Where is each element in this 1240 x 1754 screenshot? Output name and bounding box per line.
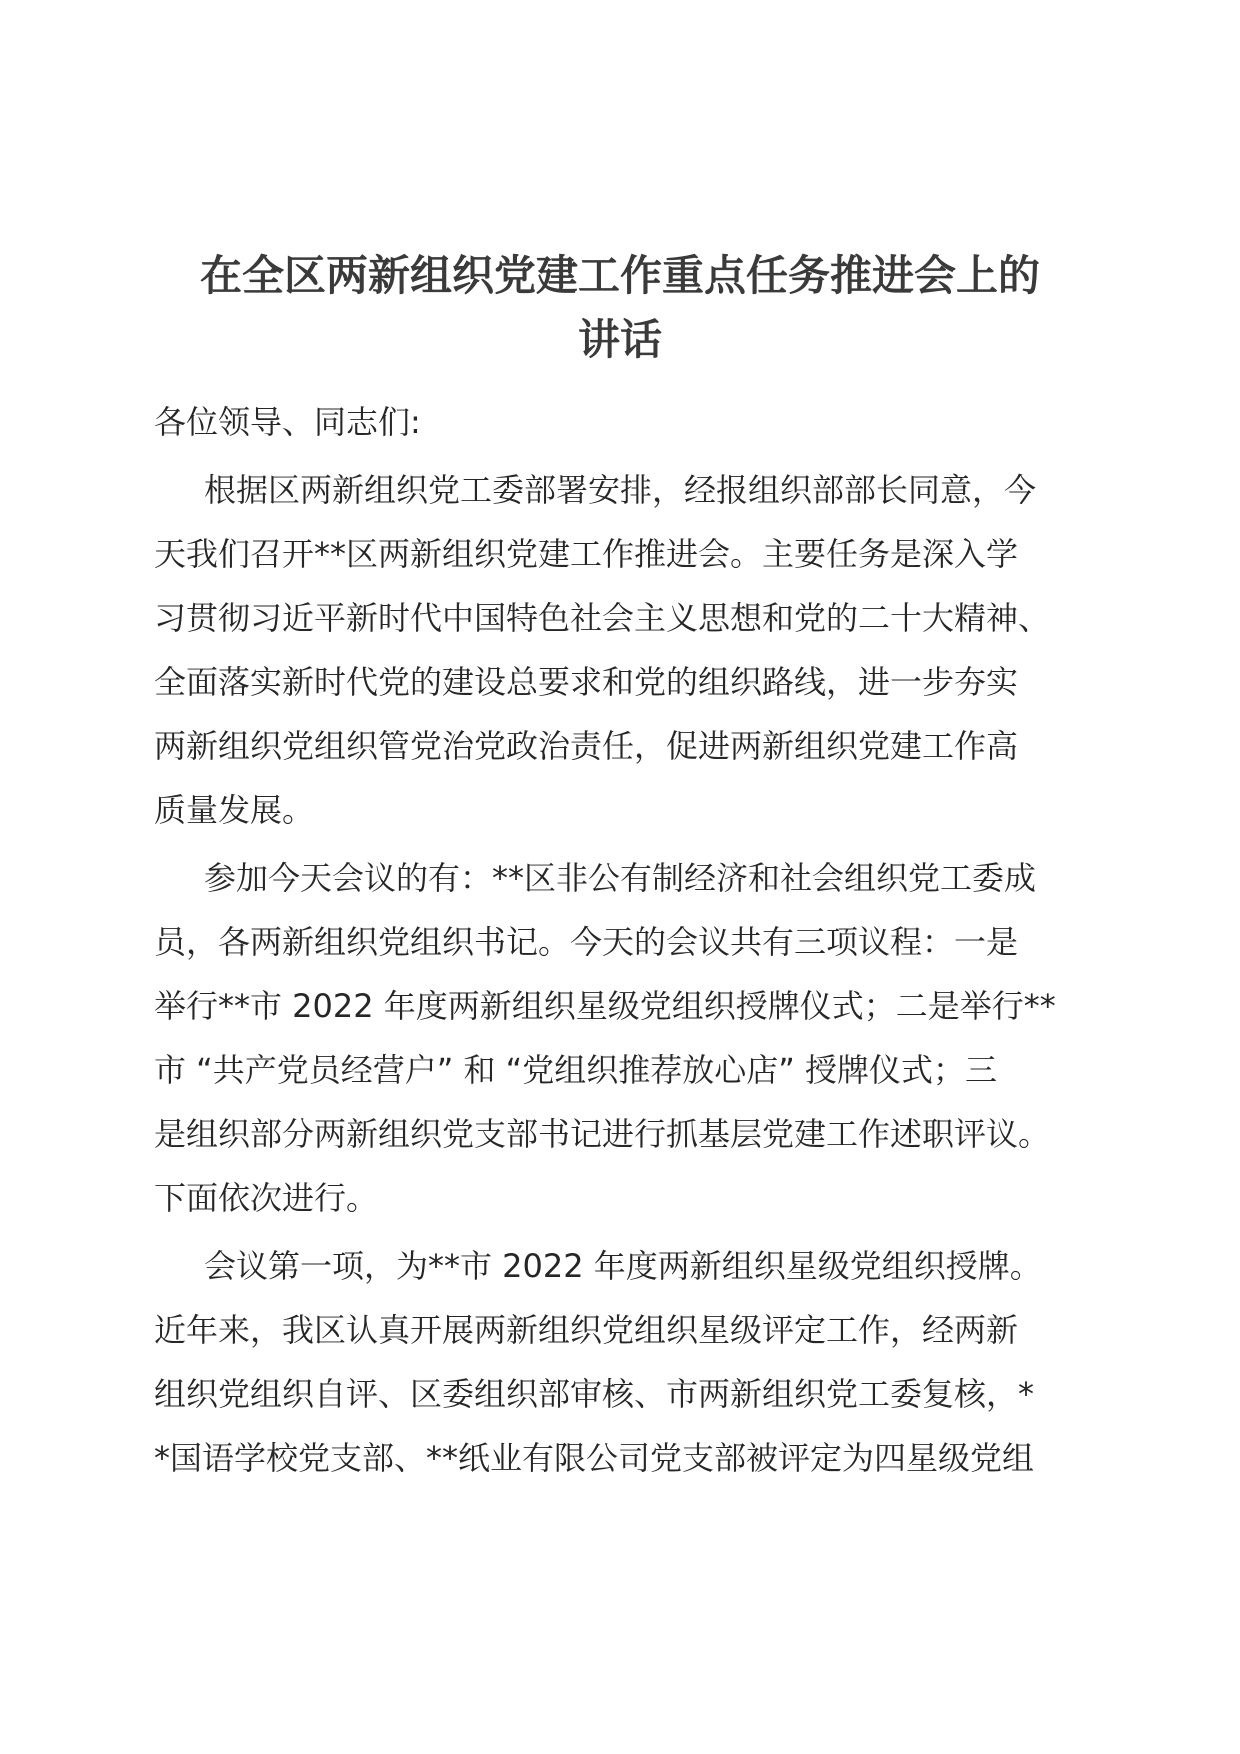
text-line: 参加今天会议的有：**区非公有制经济和社会组织党工委成 xyxy=(204,859,1037,897)
paragraph-3 xyxy=(154,1234,1086,1490)
text-line: 根据区两新组织党工委部署安排，经报组织部部长同意，今 xyxy=(204,471,1037,509)
text-line: 天我们召开**区两新组织党建工作推进会。主要任务是深入学 xyxy=(154,535,1019,573)
text-line: 组织党组织自评、区委组织部审核、市两新组织党工委复核，* xyxy=(154,1375,1035,1413)
text-line: 两新组织党组织管党治党政治责任，促进两新组织党建工作高 xyxy=(154,727,1019,765)
text-line: 下面依次进行。 xyxy=(154,1179,379,1217)
paragraph-1 xyxy=(154,458,1086,842)
text-line: 会议第一项，为**市 2022 年度两新组织星级党组织授牌。 xyxy=(204,1247,1042,1285)
paragraph-2 xyxy=(154,846,1086,1230)
text-line: 是组织部分两新组织党支部书记进行抓基层党建工作述职评议。 xyxy=(154,1115,1051,1153)
document-body xyxy=(154,390,1086,1494)
title-line-1: 在全区两新组织党建工作重点任务推进会上的 xyxy=(199,251,1040,300)
text-line: 习贯彻习近平新时代中国特色社会主义思想和党的二十大精神、 xyxy=(154,599,1051,637)
text-line: 员，各两新组织党组织书记。今天的会议共有三项议程：一是 xyxy=(154,923,1019,961)
title-line-2: 讲话 xyxy=(577,315,662,364)
document-title xyxy=(150,244,1090,372)
text-line: 质量发展。 xyxy=(154,791,315,829)
text-line: 市 “共产党员经营户” 和 “党组织推荐放心店” 授牌仪式；三 xyxy=(154,1051,998,1089)
text-line: 全面落实新时代党的建设总要求和党的组织路线，进一步夯实 xyxy=(154,663,1019,701)
text-line: 近年来，我区认真开展两新组织党组织星级评定工作，经两新 xyxy=(154,1311,1019,1349)
salutation: 各位领导、同志们: xyxy=(154,403,421,441)
text-line: 举行**市 2022 年度两新组织星级党组织授牌仪式；二是举行** xyxy=(154,987,1056,1025)
text-line: *国语学校党支部、**纸业有限公司党支部被评定为四星级党组 xyxy=(154,1439,1035,1477)
